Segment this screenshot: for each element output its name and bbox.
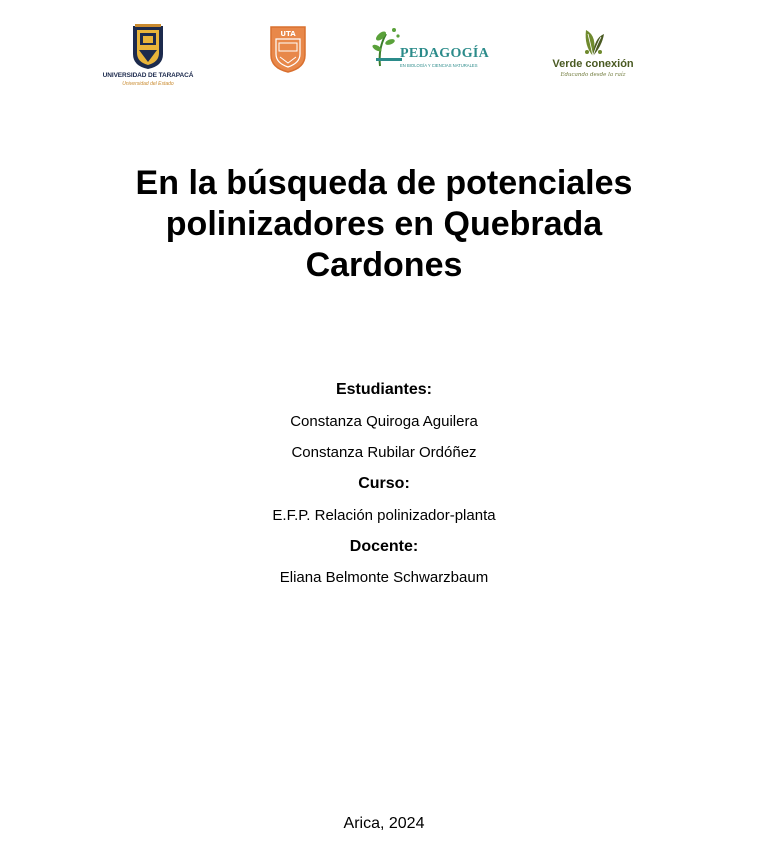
course-heading: Curso:	[358, 475, 410, 492]
pedagogia-subtitle: EN BIOLOGÍA Y CIENCIAS NATURALES	[400, 63, 478, 68]
students-heading: Estudiantes:	[335, 381, 432, 398]
pedagogia-logo	[372, 24, 492, 74]
verde-leaf-icon	[576, 24, 610, 58]
uta-tagline: Universidad del Estado	[122, 81, 174, 87]
teacher-heading: Docente:	[349, 538, 419, 555]
footer-place-date: Arica, 2024	[343, 815, 425, 832]
logo-row	[0, 0, 768, 100]
shield-lettering: UTA	[280, 30, 296, 38]
orange-shield-icon	[269, 25, 307, 73]
document-title: En la búsqueda de potenciales polinizadores en Quebrada Cardones	[135, 164, 633, 284]
universidad-de-tarapaca-logo	[100, 24, 196, 90]
student-name: Constanza Rubilar Ordóñez	[291, 444, 477, 461]
verde-conexion-logo	[550, 24, 636, 84]
uta-name: UNIVERSIDAD DE TARAPACÁ	[102, 72, 194, 79]
teacher-name: Eliana Belmonte Schwarzbaum	[279, 569, 489, 586]
student-name: Constanza Quiroga Aguilera	[290, 413, 478, 430]
pedagogia-name: PEDAGOGÍA	[400, 46, 490, 61]
uta-shield-icon	[131, 24, 165, 70]
course-name: E.F.P. Relación polinizador-planta	[272, 507, 496, 524]
verde-tagline: Educando desde la raíz	[560, 72, 626, 78]
verde-name: Verde conexión	[552, 58, 634, 70]
orange-shield-logo	[269, 25, 307, 73]
